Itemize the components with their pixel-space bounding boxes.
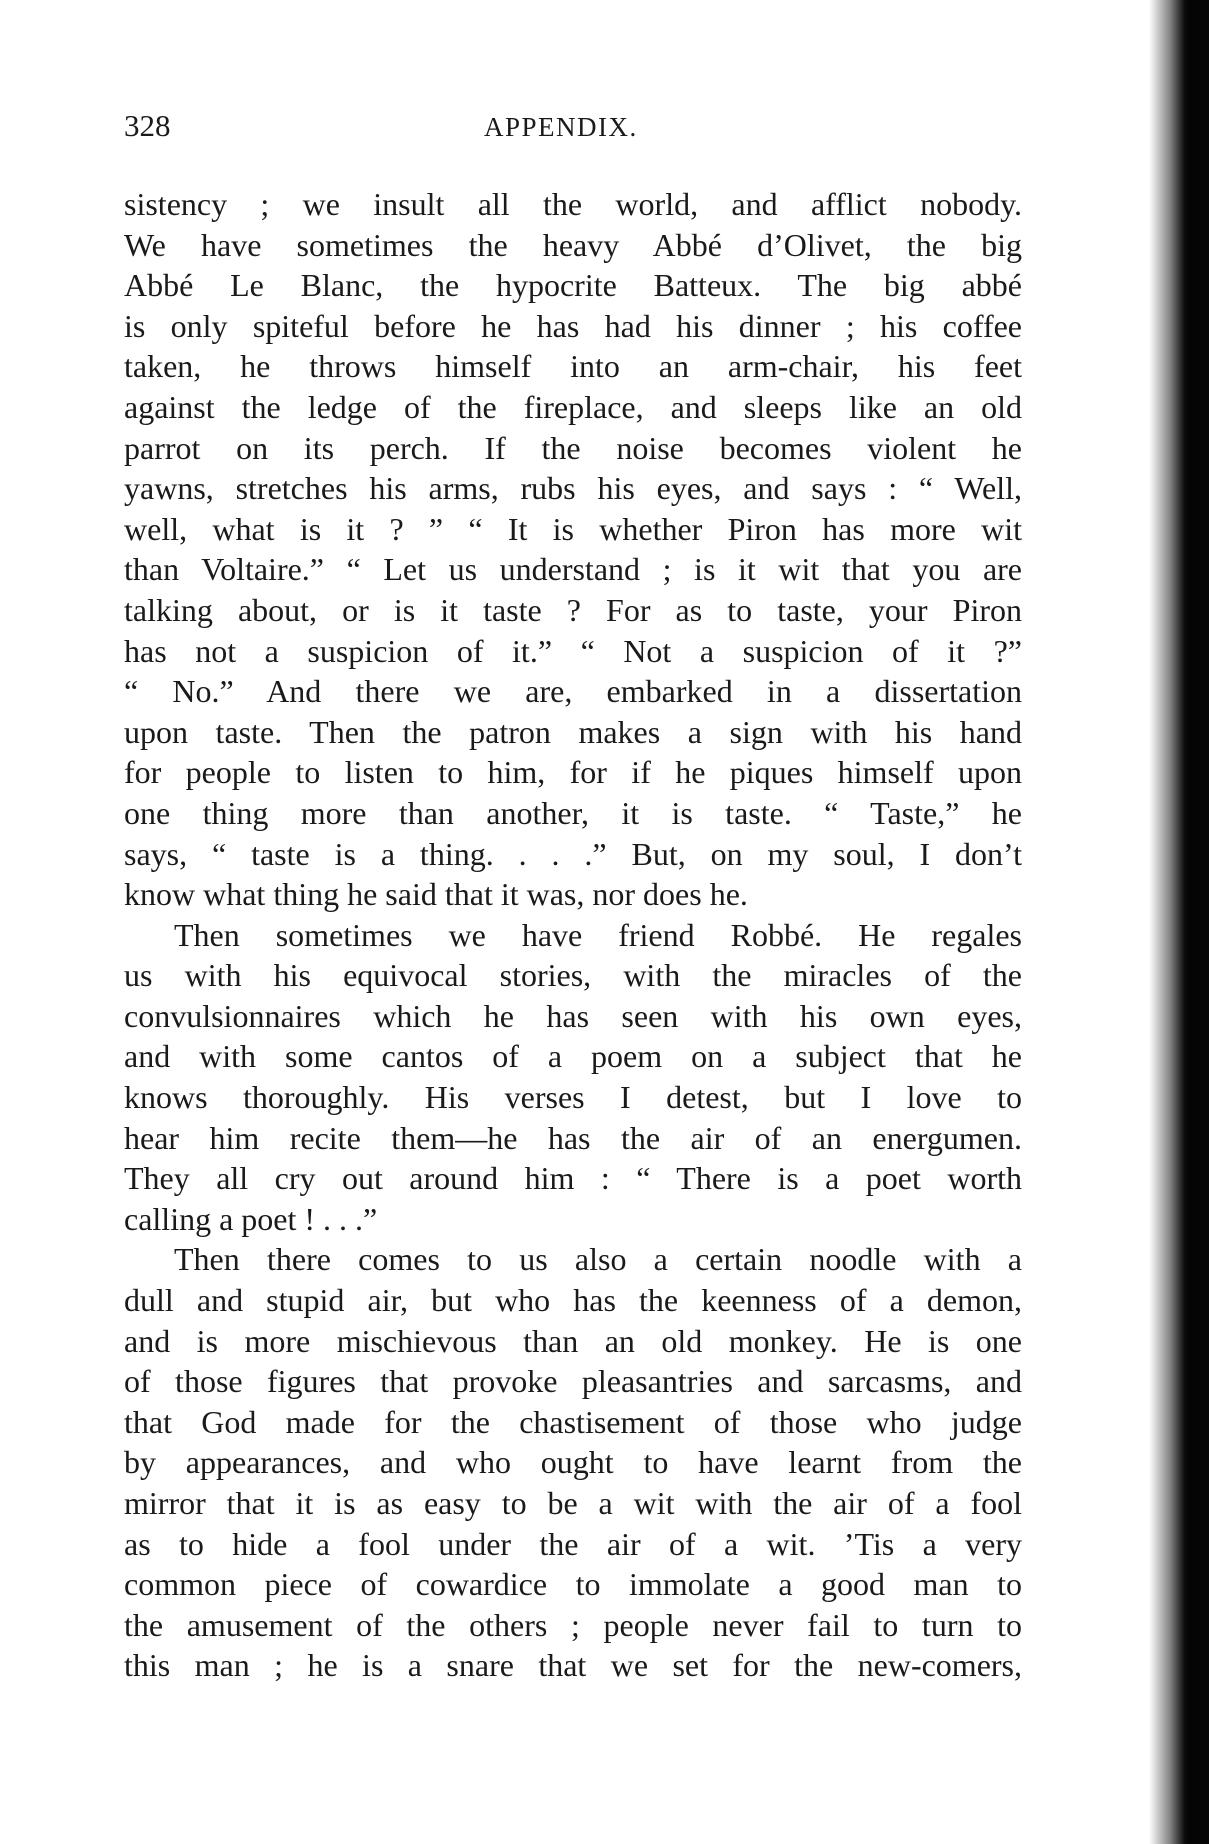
text-line: by appearances, and who ought to have learnt from the (124, 1444, 1022, 1481)
text-line: and is more mischievous than an old monkey. He is one (124, 1322, 1022, 1359)
text-line: calling a poet ! . . .” (124, 1200, 378, 1237)
text-line: taken, he throws himself into an arm-chair, his feet (124, 348, 1022, 385)
text-line: says, “ taste is a thing. . . .” But, on my soul, I don’t (124, 835, 1022, 872)
text-line: We have sometimes the heavy Abbé d’Olivet, the big (124, 226, 1022, 263)
text-line: Then sometimes we have friend Robbé. He regales (174, 916, 1022, 953)
text-line: as to hide a fool under the air of a wit. ’Tis a very (124, 1525, 1022, 1562)
text-line: this man ; he is a snare that we set for the new-comers, (124, 1647, 1022, 1684)
text-line: know what thing he said that it was, nor does he. (124, 876, 748, 913)
paragraph-3 (124, 1239, 1022, 1686)
text-line: than Voltaire.” “ Let us understand ; is it wit that you are (124, 551, 1022, 588)
text-line: the amusement of the others ; people never fail to turn to (124, 1606, 1022, 1643)
text-line: for people to listen to him, for if he piques himself upon (124, 754, 1022, 791)
text-line: dull and stupid air, but who has the keenness of a demon, (124, 1282, 1022, 1319)
text-line: Then there comes to us also a certain noodle with a (174, 1241, 1022, 1278)
text-line: us with his equivocal stories, with the miracles of the (124, 957, 1022, 994)
page-number: 328 (124, 108, 171, 143)
text-line: mirror that it is as easy to be a wit with the air of a fool (124, 1485, 1022, 1521)
text-line: They all cry out around him : “ There is a poet worth (124, 1160, 1022, 1197)
text-line: Abbé Le Blanc, the hypocrite Batteux. The big abbé (124, 267, 1022, 304)
text-line: knows thoroughly. His verses I detest, but I love to (124, 1079, 1022, 1116)
text-line: is only spiteful before he has had his dinner ; his coffee (124, 307, 1022, 344)
text-line: convulsionnaires which he has seen with his own eyes, (124, 997, 1022, 1034)
paragraph-1 (124, 184, 1022, 915)
page-header (124, 108, 1024, 148)
text-line: yawns, stretches his arms, rubs his eyes, and says : “ Well, (124, 470, 1022, 507)
text-line: common piece of cowardice to immolate a good man to (124, 1566, 1022, 1603)
text-line: hear him recite them—he has the air of an energumen. (124, 1119, 1022, 1156)
running-head: APPENDIX. (484, 112, 638, 142)
text-line: well, what is it ? ” “ It is whether Piron has more wit (124, 510, 1022, 547)
text-line: sistency ; we insult all the world, and afflict nobody. (124, 186, 1022, 222)
text-line: talking about, or is it taste ? For as to taste, your Piron (124, 591, 1022, 628)
text-line: upon taste. Then the patron makes a sign with his hand (124, 713, 1022, 750)
text-line: “ No.” And there we are, embarked in a dissertation (124, 673, 1022, 710)
text-line: and with some cantos of a poem on a subject that he (124, 1038, 1022, 1075)
text-line: parrot on its perch. If the noise becomes violent he (124, 429, 1022, 466)
text-line: has not a suspicion of it.” “ Not a suspicion of it ?” (124, 632, 1022, 669)
body-text (124, 184, 1022, 1686)
text-line: against the ledge of the fireplace, and sleeps like an old (124, 388, 1022, 425)
text-line: one thing more than another, it is taste. “ Taste,” he (124, 794, 1022, 831)
paragraph-2 (124, 915, 1022, 1240)
text-line: of those figures that provoke pleasantries and sarcasms, and (124, 1363, 1022, 1400)
binding-edge (1187, 0, 1209, 1844)
text-line: that God made for the chastisement of those who judge (124, 1403, 1022, 1440)
